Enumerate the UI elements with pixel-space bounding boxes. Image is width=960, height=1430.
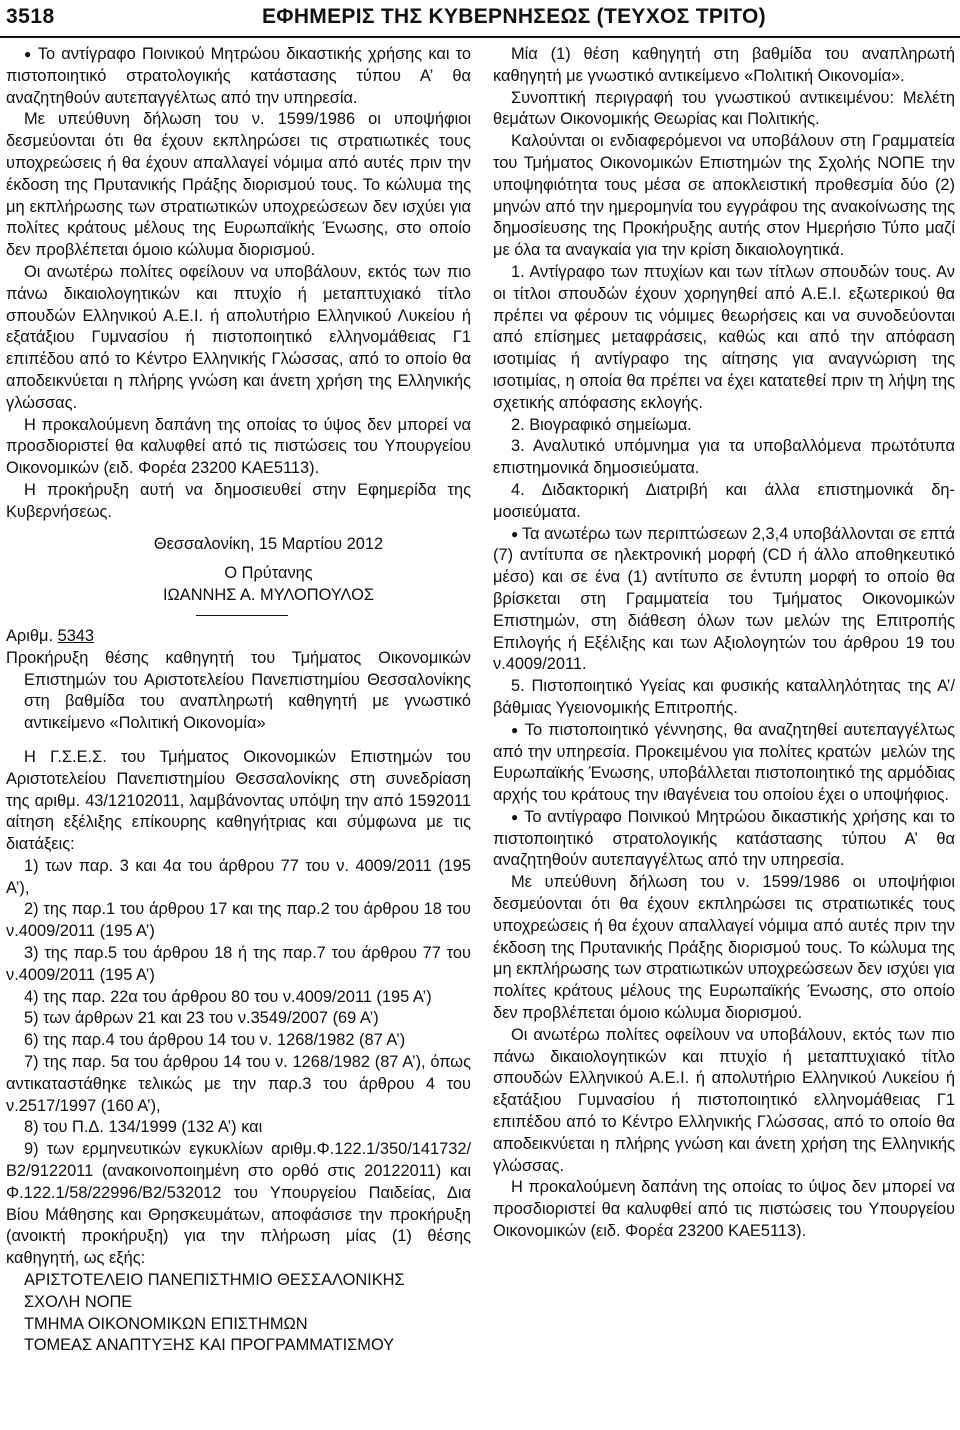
list-item: 4. Διδακτορική Διατριβή και άλλα επιστημονικά δημοσιεύματα. [493,480,955,521]
paragraph: Οι ανωτέρω πολίτες οφείλουν να υποβάλουν, εκτός των πιο πάνω δικαιολογητικών και πτυχίο ή μεταπτυχιακό τίτλο σπουδών Ελληνικού Α.Ε.Ι. ή απολυτήριο Ελληνικού Λυκείου ή εξατάξιου Γυμνασίου ή πιστοποιητικό ελληνομάθειας Γ1 επιπέδου από το Κέντρο Ελληνικής Γλώσσας, από το οποίο θα αποδεικνύεται η πλήρης γνώση και άνετη χρήση της Ελληνικής γλώσσας. [6,262,471,412]
org-line: ΤΟΜΕΑΣ ΑΝΑΠΤΥΞΗΣ ΚΑΙ ΠΡΟΓΡΑΜΜΑΤΙΣΜΟΥ [24,1336,395,1355]
decision-label: Αριθμ. [6,626,54,645]
paragraph: Η προκαλούμενη δαπάνη της οποίας το ύψος δεν μπορεί να προσδιοριστεί θα καλυφθεί από τις πιστώσεις του Υπουργείου Οικονομικών (ειδ. Φορέα 23200 ΚΑΕ5113). [493,1178,955,1241]
paragraph: Η Γ.Σ.Ε.Σ. του Τμήματος Οικονομικών Επιστημών του Αριστοτελείου Πανεπιστημίου Θεσσαλονίκης στη συνεδρίαση της αριθμ. 43/12102011, λαμβάνοντας υπόψη την από 1592011 αίτηση εξέλιξης επίκουρης καθηγήτριας και σύμφωνα με τις διατάξεις: [6,747,471,854]
org-line: ΑΡΙΣΤΟΤΕΛΕΙΟ ΠΑΝΕΠΙΣΤΗΜΙΟ ΘΕΣΣΑΛΟΝΙΚΗΣ [24,1271,405,1290]
page-number: 3518 [6,5,55,28]
org-line: ΣΧΟΛΗ ΝΟΠΕ [24,1292,133,1311]
paragraph: Συνοπτική περιγραφή του γνωστικού αντικειμένου: Μελέτη θεμάτων Οικονομικής Θεωρίας και Πολιτικής. [493,88,955,129]
paragraph: Μία (1) θέση καθηγητή στη βαθμίδα του αναπληρωτή καθηγητή με γνωστικό αντικείμενο «Πολιτική Οικονομία». [493,45,955,85]
paragraph: Με υπεύθυνη δήλωση του ν. 1599/1986 οι υποψήφιοι δεσμεύονται ότι θα έχουν εκπληρώσει τις στρατιωτικές τους υποχρεώσεις ή θα έχουν απαλλαγεί νόμιμα από αυτές πριν την έκδοση της Πρυτανικής Πράξης διορισμού τους. Το κώλυμα της μη εκπλήρωσης των στρατιωτικών υποχρεώσεων δεν ισχύει για πολίτες κράτους μέλους της Ευρωπαϊκής Ένωσης, στο οποίο δεν προβλέπεται όμοιο κώλυμα διορισμού. [493,873,955,1023]
paragraph: Η προκήρυξη αυτή να δημοσιευθεί στην Εφημερίδα της Κυβερνήσεως. [6,480,471,521]
list-item: 1. Αντίγραφο των πτυχίων και των τίτλων σπουδών τους. Αν οι τίτλοι σπουδών έχουν χορηγηθεί από Α.Ε.Ι. εξωτερικού θα πρέπει να φέρουν τις νόμιμες θεωρήσεις και να συνοδεύονται από επίσημες μεταφράσεις, καθώς και από την απόφαση ισοτιμίας ή αντίγραφο της αίτησης για αναγνώριση της ισοτιμίας, η οποία θα πρέπει να έχει κατατεθεί πριν τη λήψη της σχετικής απόφασης εκλογής. [493,262,955,412]
list-item: 2) της παρ.1 του άρθρου 17 και της παρ.2 του άρθρου 18 του ν.4009/2011 (195 Α’) [6,900,471,941]
org-line: ΤΜΗΜΑ ΟΙΚΟΝΟΜΙΚΩΝ ΕΠΙΣΤΗΜΩΝ [24,1314,308,1333]
place-date: Θεσσαλονίκη, 15 Μαρτίου 2012 [153,534,384,553]
right-column [493,44,955,1243]
page-header [0,0,960,36]
paragraph: ● Το πιστοποιητικό γέννησης, θα αναζητηθεί αυτεπαγγέλτως από την υπηρεσία. Προκειμένου για πολίτες κρατών μελών της Ευρωπαϊκής Ένωσης, υποβάλλεται πιστοποιητικό της αρμόδιας αρχής του κράτους την ιθαγένεια του οποίου έχει ο υποψήφιος. [493,720,955,807]
list-item: 4) της παρ. 22α του άρθρου 80 του ν.4009/2011 (195 Α’) [24,987,432,1006]
decision-number [6,626,471,648]
list-item: 7) της παρ. 5α του άρθρου 14 του ν. 1268/1982 (87 Α’), όπως αντικαταστάθηκε τελικώς με την παρ.3 του άρθρου 4 του ν.2517/1997 (160 Α’), [6,1053,471,1115]
gazette-title: ΕΦΗΜΕΡΙΣ ΤΗΣ ΚΥΒΕΡΝΗΣΕΩΣ (ΤΕΥΧΟΣ ΤΡΙΤΟ) [262,5,766,28]
list-item: 3. Αναλυτικό υπόμνημα για τα υποβαλλόμενα πρωτότυπα επιστημονικά δημοσιεύματα. [493,437,955,478]
announcement-title: Προκήρυξη θέσης καθηγητή του Τμήματος Οικονομικών Επιστημών του Αριστοτελείου Πανεπιστημίου Θεσσαλονίκης στη βαθμίδα του αναπληρωτή καθηγητή με γνωστικό αντικείμενο «Πολιτική Οικονομία» [6,648,471,733]
paragraph: Καλούνται οι ενδιαφερόμενοι να υποβάλουν στη Γραμματεία του Τμήματος Οικονομικών Επιστημών της Σχολής ΝΟΠΕ την υποψηφιότητα τους μέσα σε αποκλειστική προθεσμία δύο (2) μηνών από την ημερομηνία του εγγράφου της ανακοίνωσης της δημοσίευσης της Προκήρυξης αυτής στον Ημερήσιο Τύπο μαζί με όλα τα αναγκαία για την κρίση δικαιολογητικά. [493,132,955,260]
paragraph: ● Τα ανωτέρω των περιπτώσεων 2,3,4 υποβάλλονται σε επτά (7) αντίτυπα σε ηλεκτρονική μορφή (CD ή άλλο αποθηκευτικό μέσο) και σε ένα (1) αντίτυπο σε έντυπη μορφή το οποίο θα βρίσκεται στη Γραμματεία του Τμήματος Οικονομικών Επιστημών, στη διάθεση όλων των μελών της Επιτροπής Επιλογής ή Εξέλιξης και των Αξιολογητών του άρθρου 19 του ν.4009/2011. [493,524,955,677]
list-item: 8) του Π.Δ. 134/1999 (132 Α’) και [24,1118,263,1137]
header-rule [0,36,960,38]
list-item: 6) της παρ.4 του άρθρου 14 του ν. 1268/1982 (87 Α’) [24,1031,406,1050]
paragraph: Οι ανωτέρω πολίτες οφείλουν να υποβάλουν, εκτός των πιο πάνω δικαιολογητικών και πτυχίο ή μεταπτυχιακό τίτλο σπουδών Ελληνικού Α.Ε.Ι. ή απολυτήριο Ελληνικού Λυκείου ή εξατάξιου Γυμνασίου ή πιστοποιητικό ελληνομάθειας Γ1 επιπέδου από το Κέντρο Ελληνικής Γλώσσας, από το οποίο θα αποδεικνύεται η πλήρης γνώση και άνετη χρήση της Ελληνικής γλώσσας. [493,1025,955,1175]
list-item: 3) της παρ.5 του άρθρου 18 ή της παρ.7 του άρθρου 77 του ν.4009/2011 (195 Α’) [6,944,471,984]
left-column [6,44,471,1357]
paragraph: Με υπεύθυνη δήλωση του ν. 1599/1986 οι υποψήφιοι δεσμεύονται ότι θα έχουν εκπληρώσει τις στρατιωτικές τους υποχρεώσεις ή θα έχουν απαλλαγεί νόμιμα από αυτές πριν την έκδοση της Πρυτανικής Πράξης διορισμού τους. Το κώλυμα της μη εκπλήρωσης των στρατιωτικών υποχρεώσεων δεν ισχύει για πολίτες κράτους μέλους της Ευρωπαϊκής Ένωσης, στο οποίο δεν προβλέπεται όμοιο κώλυμα διορισμού. [6,110,471,260]
list-item: 5. Πιστοποιητικό Υγείας και φυσικής καταλληλότητας της Α’/βάθμιας Υγειονομικής Επιτροπής. [493,677,955,717]
list-item: 9) των ερμηνευτικών εγκυκλίων αριθμ.Φ.122.1/350/141732/ Β2/9122011 (ανακοινοποιημένη στο ορθό στις 20122011) και Φ.122.1/58/22996/Β2/532012 του Υπουργείου Παιδείας, Δια Βίου Μάθησης και Θρησκευμάτων, αποφάσισε την προκήρυξη (ανοικτή προκήρυξη) για την πλήρωση μίας (1) θέσης καθηγητή, ως εξής: [6,1140,471,1268]
list-item: 1) των παρ. 3 και 4α του άρθρου 77 του ν. 4009/2011 (195 Α’), [6,856,471,897]
list-item: 2. Βιογραφικό σημείωμα. [511,415,692,434]
signer-name: ΙΩΑΝΝΗΣ Α. ΜΥΛΟΠΟΥΛΟΣ [162,586,375,605]
paragraph: ● Το αντίγραφο Ποινικού Μητρώου δικαστικής χρήσης και το πιστοποιητικό στρατολογικής κατάστασης τύπου Α’ θα αναζητηθούν αυτεπαγγέλτως από την υπηρεσία. [6,44,471,109]
signer-title: Ο Πρύτανης [224,564,313,583]
list-item: 5) των άρθρων 21 και 23 του ν.3549/2007 (69 Α’) [24,1009,379,1028]
paragraph: ● Το αντίγραφο Ποινικού Μητρώου δικαστικής χρήσης και το πιστοποιητικό στρατολογικής κατάστασης τύπου Α’ θα αναζητηθούν αυτεπαγγέλτως από την υπηρεσία. [493,807,955,872]
signature-rule [196,615,288,616]
paragraph: Η προκαλούμενη δαπάνη της οποίας το ύψος δεν μπορεί να προσδιοριστεί θα καλυφθεί από τις πιστώσεις του Υπουργείου Οικονομικών (ειδ. Φορέα 23200 ΚΑΕ5113). [6,415,471,478]
decision-number-value: 5343 [57,626,95,645]
